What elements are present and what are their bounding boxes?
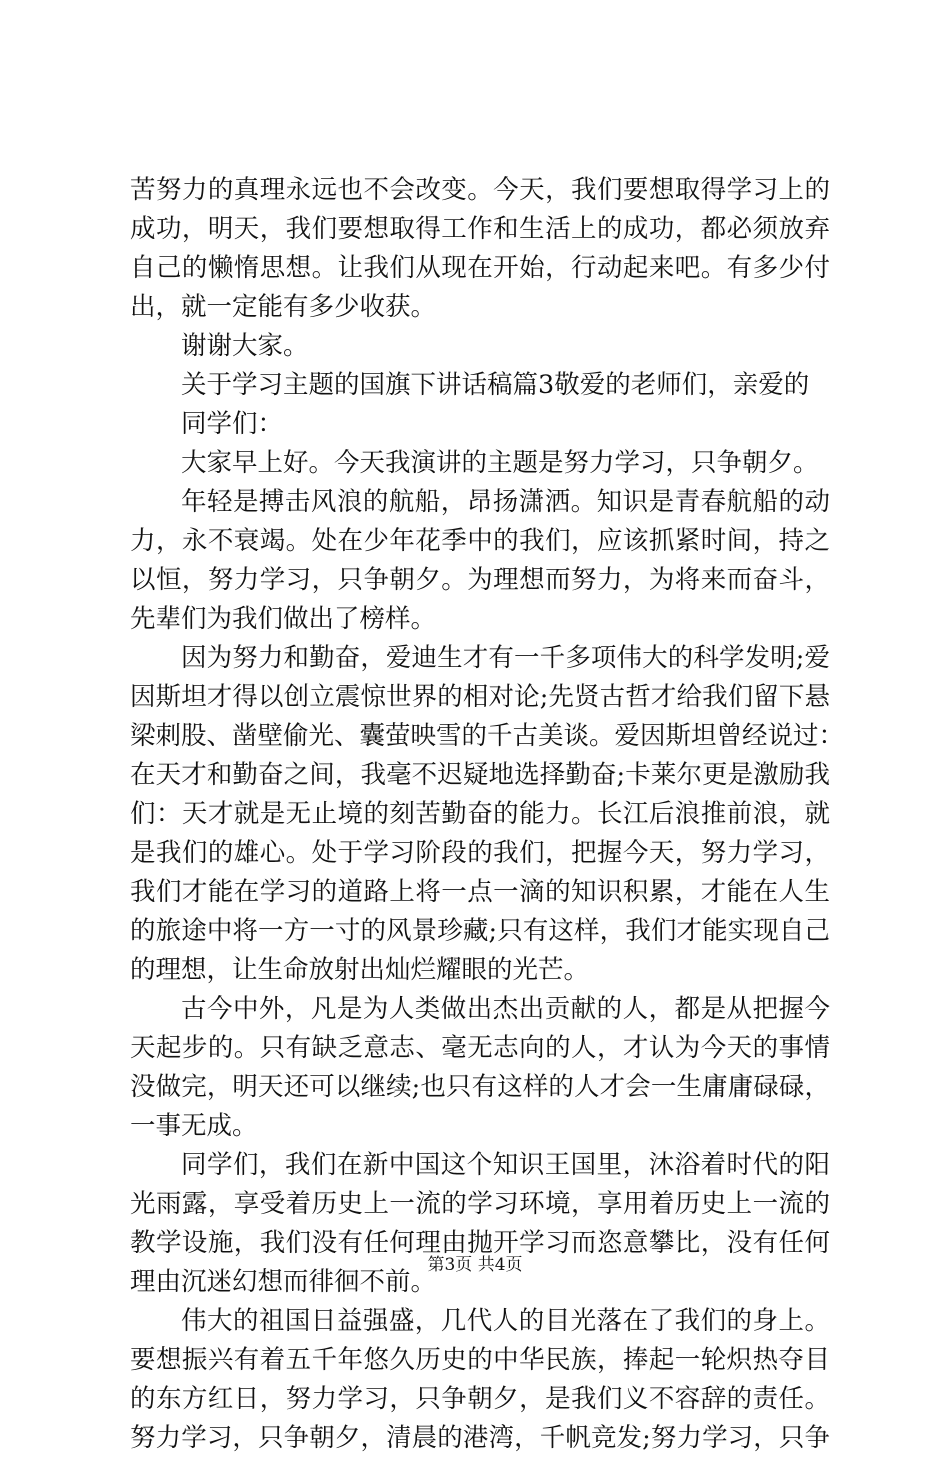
text-line: 自己的懒惰思想。让我们从现在开始，行动起来吧。有多少付 [130, 253, 830, 283]
text-line: 出，就一定能有多少收获。 [130, 292, 437, 322]
page-number-footer: 第3页 共4页 [427, 1255, 523, 1275]
text-line: 古今中外，凡是为人类做出杰出贡献的人，都是从把握今 [181, 994, 830, 1024]
text-line: 我们才能在学习的道路上将一点一滴的知识积累，才能在人生 [130, 877, 830, 907]
text-line: 以恒，努力学习，只争朝夕。为理想而努力，为将来而奋斗， [130, 565, 830, 595]
text-line: 同学们，我们在新中国这个知识王国里，沐浴着时代的阳 [181, 1150, 830, 1180]
text-line: 成功，明天，我们要想取得工作和生活上的成功，都必须放弃 [130, 214, 830, 244]
text-line: 的东方红日，努力学习，只争朝夕，是我们义不容辞的责任。 [130, 1384, 830, 1414]
text-line: 苦努力的真理永远也不会改变。今天，我们要想取得学习上的 [130, 175, 830, 205]
text-line: 理由沉迷幻想而徘徊不前。 [130, 1267, 437, 1297]
text-line: 梁刺股、凿壁偷光、囊萤映雪的千古美谈。爱因斯坦曾经说过： [130, 721, 845, 751]
text-line: 伟大的祖国日益强盛，几代人的目光落在了我们的身上。 [181, 1306, 830, 1336]
text-line: 努力学习，只争朝夕，清晨的港湾，千帆竞发;努力学习，只争 [130, 1423, 830, 1453]
text-line: 的理想，让生命放射出灿烂耀眼的光芒。 [130, 955, 590, 985]
text-line: 一事无成。 [130, 1111, 258, 1141]
text-line: 因为努力和勤奋，爱迪生才有一千多项伟大的科学发明;爱 [181, 643, 830, 673]
text-line: 在天才和勤奋之间，我毫不迟疑地选择勤奋;卡莱尔更是激励我 [130, 760, 830, 790]
text-line: 光雨露，享受着历史上一流的学习环境，享用着历史上一流的 [130, 1189, 830, 1219]
text-line: 是我们的雄心。处于学习阶段的我们，把握今天，努力学习， [130, 838, 830, 868]
text-line: 没做完，明天还可以继续;也只有这样的人才会一生庸庸碌碌， [130, 1072, 830, 1102]
text-line: 的旅途中将一方一寸的风景珍藏;只有这样，我们才能实现自己 [130, 916, 830, 946]
text-line: 关于学习主题的国旗下讲话稿篇3敬爱的老师们，亲爱的 [181, 370, 810, 400]
text-line: 天起步的。只有缺乏意志、毫无志向的人，才认为今天的事情 [130, 1033, 830, 1063]
text-line: 谢谢大家。 [181, 331, 309, 361]
text-line: 年轻是搏击风浪的航船，昂扬潇洒。知识是青春航船的动 [181, 487, 830, 517]
text-line: 力，永不衰竭。处在少年花季中的我们，应该抓紧时间，持之 [130, 526, 830, 556]
text-line: 同学们： [181, 409, 284, 439]
text-line: 大家早上好。今天我演讲的主题是努力学习，只争朝夕。 [181, 448, 819, 478]
text-line: 先辈们为我们做出了榜样。 [130, 604, 437, 634]
text-line: 要想振兴有着五千年悠久历史的中华民族，捧起一轮炽热夺目 [130, 1345, 830, 1375]
text-line: 教学设施，我们没有任何理由抛开学习而恣意攀比，没有任何 [130, 1228, 830, 1258]
text-line: 因斯坦才得以创立震惊世界的相对论;先贤古哲才给我们留下悬 [130, 682, 830, 712]
text-line: 们：天才就是无止境的刻苦勤奋的能力。长江后浪推前浪，就 [130, 799, 830, 829]
